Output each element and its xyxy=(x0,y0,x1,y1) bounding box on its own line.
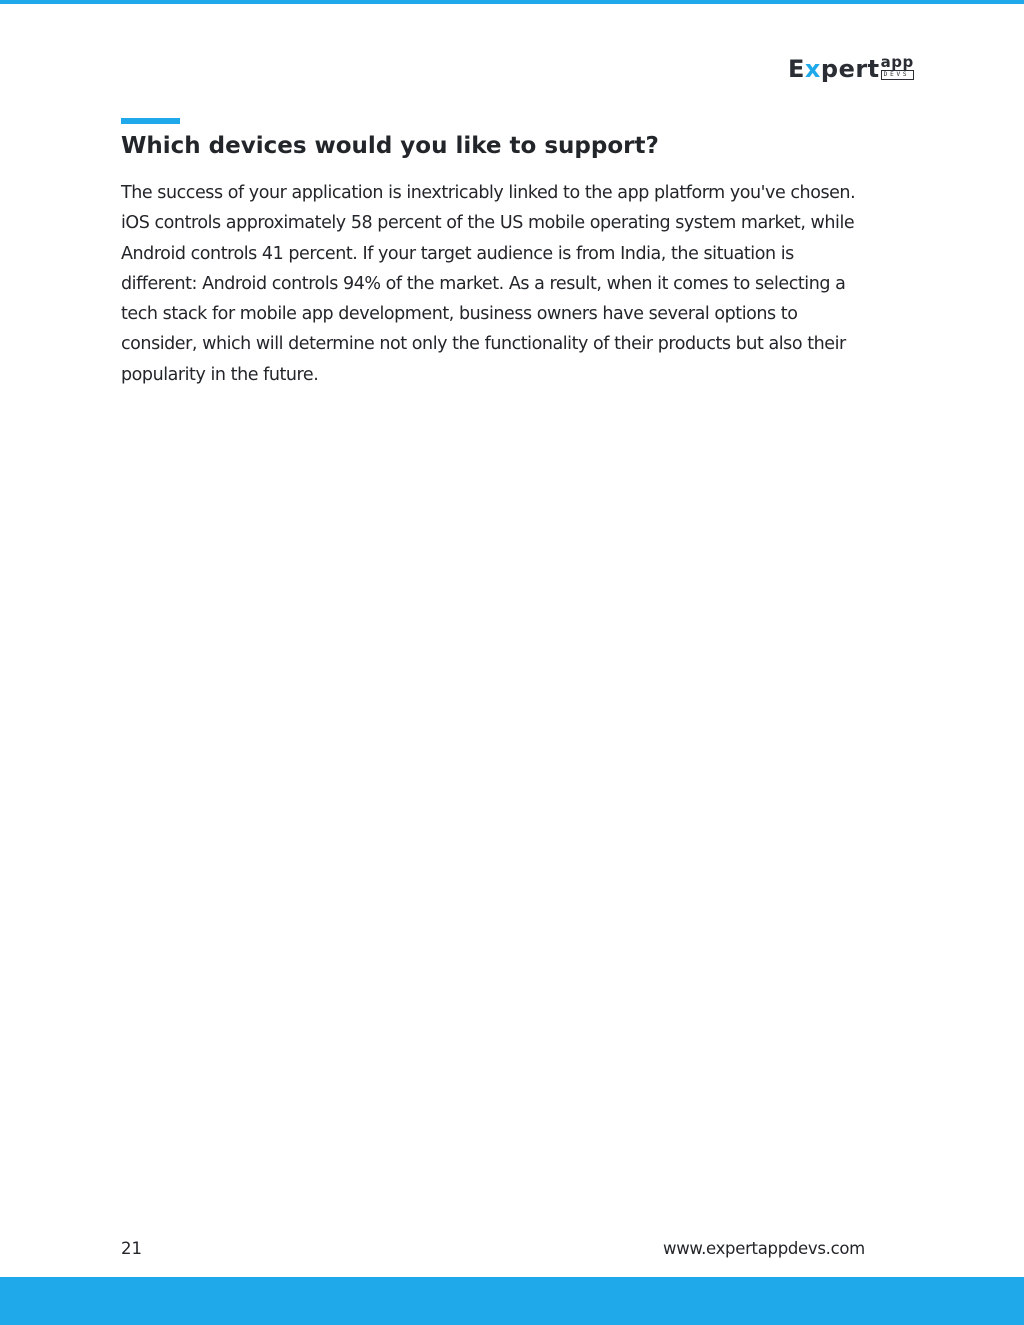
bottom-accent-band xyxy=(0,1277,1024,1325)
logo-wordmark xyxy=(788,52,880,86)
paragraph-line: Android controls 41 percent. If your target audience is from India, the situation is xyxy=(121,243,794,264)
paragraph-line: consider, which will determine not only the functionality of their products but also their xyxy=(121,334,846,355)
paragraph-line: different: Android controls 94% of the market. As a result, when it comes to selecting a xyxy=(121,273,846,294)
logo-app-devs-stack xyxy=(880,53,914,80)
logo-letters-pert: pert xyxy=(820,55,880,83)
logo-app-text: app xyxy=(880,53,914,71)
heading-accent-bar xyxy=(121,118,180,124)
footer-website-url: www.expertappdevs.com xyxy=(663,1239,865,1258)
logo-letter-e: E xyxy=(788,55,805,83)
logo-devs-text: DEVS xyxy=(881,70,914,80)
paragraph-line: tech stack for mobile app development, business owners have several options to xyxy=(121,304,798,325)
paragraph-line: popularity in the future. xyxy=(121,364,319,385)
paragraph-line: The success of your application is inextricably linked to the app platform you've chosen. xyxy=(121,183,856,203)
page-number: 21 xyxy=(121,1239,142,1258)
brand-logo xyxy=(788,52,914,86)
section-heading: Which devices would you like to support? xyxy=(121,133,659,159)
paragraph-line: iOS controls approximately 58 percent of the US mobile operating system market, while xyxy=(121,213,855,234)
body-paragraph xyxy=(121,178,921,390)
top-accent-rule xyxy=(0,0,1024,4)
logo-letter-x: x xyxy=(804,55,821,83)
